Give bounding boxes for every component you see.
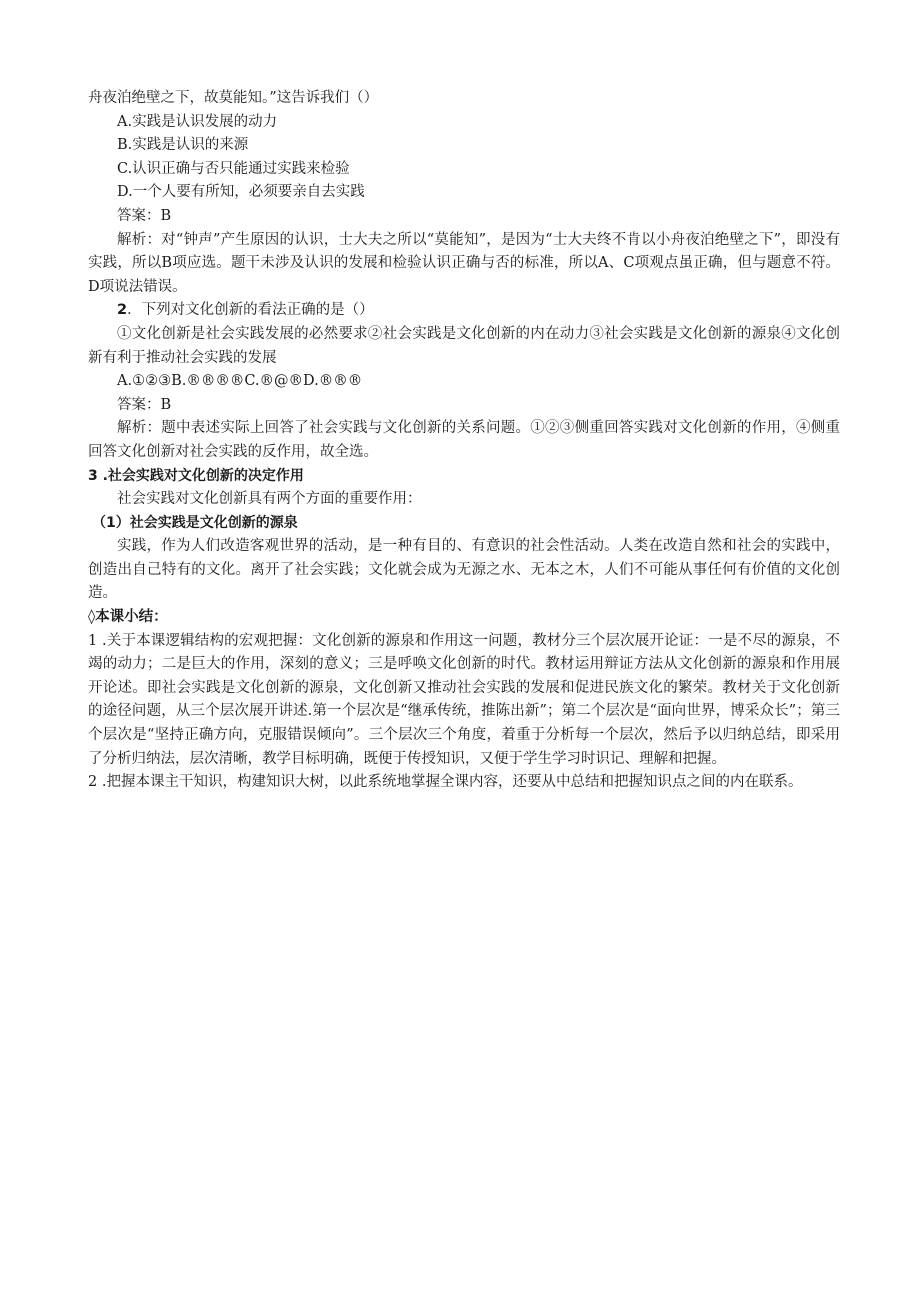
question-2-options: A.①②③B.®®®®C.®@®D.®®®: [117, 373, 363, 390]
question-2-stem-text: ．下列对文化创新的看法正确的是（）: [127, 302, 374, 319]
section-3-intro: 社会实践对文化创新具有两个方面的重要作用：: [117, 491, 422, 508]
summary-heading: ◊本课小结：: [88, 609, 168, 626]
question-2-answer: 答案：B: [117, 396, 172, 413]
summary-item-1: 1 .关于本课逻辑结构的宏观把握：文化创新的源泉和作用这一问题，教材分三个层次展开论证：一是不尽的源泉，不竭的动力；二是巨大的作用，深刻的意义；三是呼唤文化创新的时代。教材运用辩证方法从文化创新的源泉和作用展开论述。即社会实践是文化创新的源泉，文化创新又推动社会实践的发展和促进民族文化的繁荣。教材关于文化创新的途径问题，从三个层次展开讲述.第一个层次是“继承传统，推陈出新”；第二个层次是“面向世界，博采众长”；第三个层次是“坚持正确方向，克服错误倾向”。三个层次三个角度，着重于分析每一个层次，然后予以归纳总结，即采用了分析归纳法，层次清晰，教学目标明确，既便于传授知识，又便于学生学习时识记、理解和把握。: [88, 632, 840, 767]
question-1-analysis: 解析：对“钟声”产生原因的认识，士大夫之所以“莫能知”，是因为“士大夫终不肯以小舟夜泊绝壁之下”，即没有实践，所以B项应选。题干未涉及认识的发展和检验认识正确与否的标准，所以A、C项观点虽正确，但与题意不符。D项说法错误。: [88, 231, 840, 295]
question-1-option-d: D.一个人要有所知，必须要亲自去实践: [117, 184, 365, 201]
section-3-paragraph: 实践，作为人们改造客观世界的活动，是一种有目的、有意识的社会性活动。人类在改造自然和社会的实践中，创造出自己特有的文化。离开了社会实践；文化就会成为无源之水、无本之木，人们不可能从事任何有价值的文化创造。: [88, 538, 840, 602]
question-1-option-a: A.实践是认识发展的动力: [117, 113, 278, 130]
question-1-option-c: C.认识正确与否只能通过实践来检验: [117, 160, 350, 177]
question-2-stem: [88, 299, 840, 323]
question-2-number: 2: [117, 302, 128, 319]
question-1-option-b: B.实践是认识的来源: [117, 137, 249, 154]
summary-item-2: 2 .把握本课主干知识，构建知识大树，以此系统地掌握全课内容，还要从中总结和把握知识点之间的内在联系。: [88, 774, 803, 791]
section-3-subheading: （1）社会实践是文化创新的源泉: [92, 514, 298, 531]
question-2-statements: ①文化创新是社会实践发展的必然要求②社会实践是文化创新的内在动力③社会实践是文化创新的源泉④文化创新有利于推动社会实践的发展: [88, 325, 840, 366]
section-3-heading: 3 .社会实践对文化创新的决定作用: [88, 467, 304, 484]
question-1-stem: 舟夜泊绝壁之下，故莫能知。”这告诉我们（）: [88, 90, 379, 106]
question-1-answer: 答案：B: [117, 207, 172, 224]
question-2-analysis: 解析：题中表述实际上回答了社会实践与文化创新的关系问题。①②③侧重回答实践对文化创新的作用，④侧重回答文化创新对社会实践的反作用，故全选。: [88, 420, 840, 460]
document-body: [88, 87, 840, 795]
